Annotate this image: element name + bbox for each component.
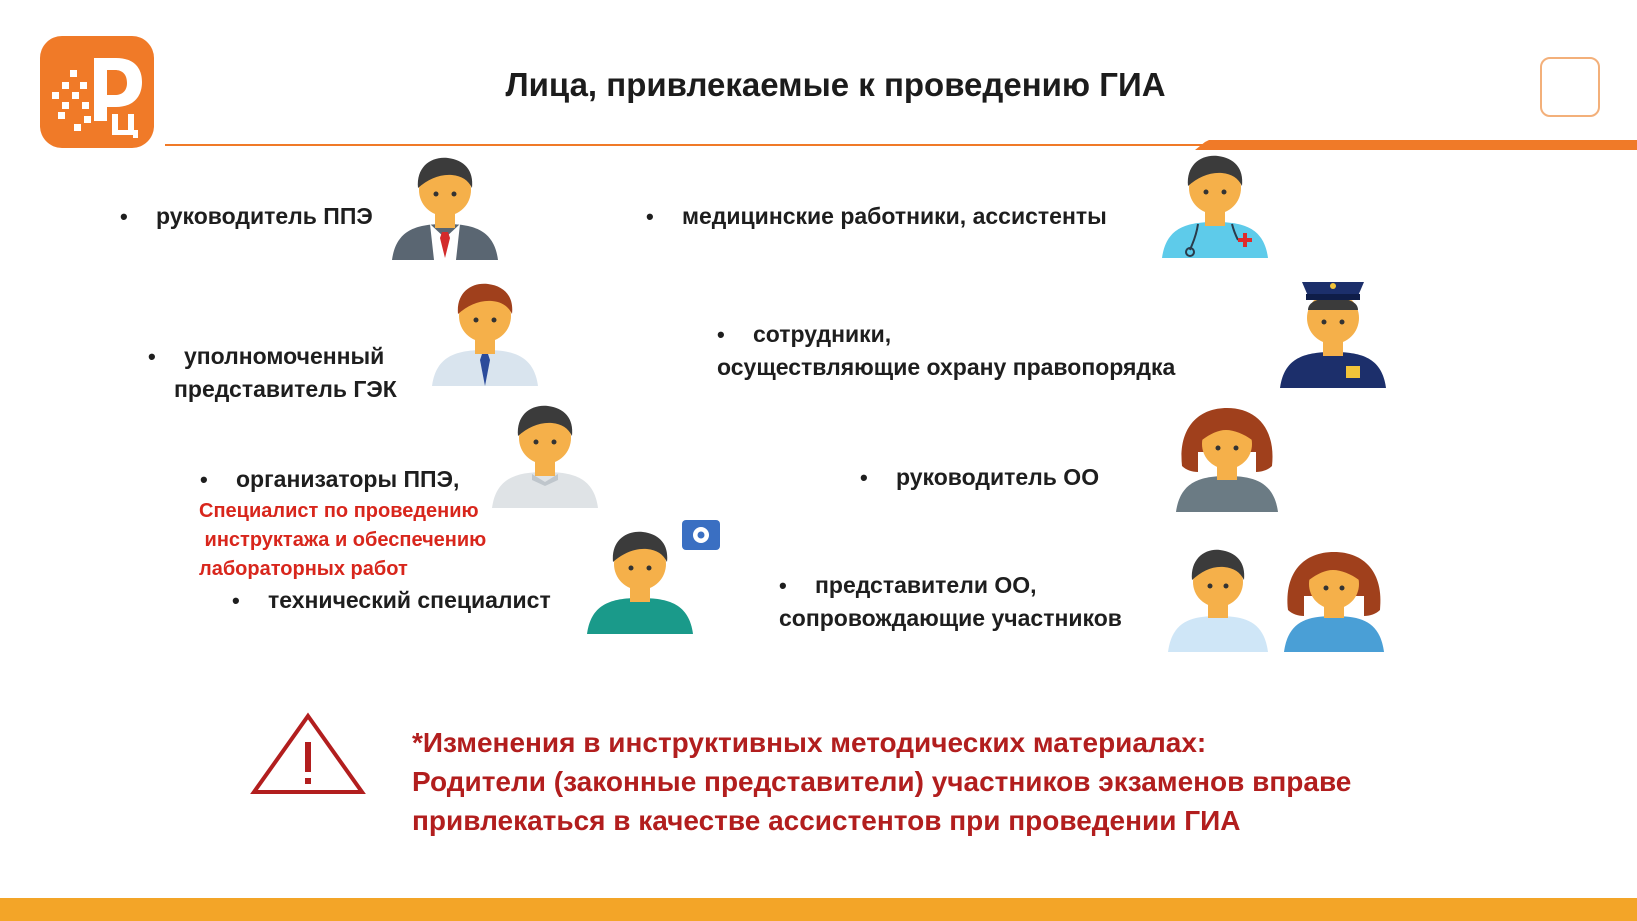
role-organizers: • организаторы ППЭ, <box>200 466 460 492</box>
school-reps-avatar-icon <box>1166 540 1388 652</box>
role-medical: • медицинские работники, ассистенты <box>646 203 1107 229</box>
manager-avatar-icon <box>390 152 500 260</box>
role-police: • сотрудники, осуществляющие охрану правопорядка <box>717 321 1176 380</box>
school-head-avatar-icon <box>1172 402 1282 512</box>
lab-specialist-note: Специалист по проведению инструктажа и обеспечению лабораторных работ <box>199 500 487 580</box>
warning-triangle-icon <box>250 712 366 801</box>
role-school-reps: • представители ОО, сопровождающие участников <box>779 572 1122 631</box>
doctor-avatar-icon <box>1160 150 1270 258</box>
page-title: Лица, привлекаемые к проведению ГИА <box>505 66 1166 103</box>
role-school-head: • руководитель ОО <box>860 464 1100 490</box>
warning-note: *Изменения в инструктивных методических материалах: Родители (законные представители) участников экзаменов вправе привлекаться в качестве ассистентов при проведении ГИА <box>412 727 1352 836</box>
police-avatar-icon <box>1278 278 1388 388</box>
role-ppe-head: • руководитель ППЭ <box>120 203 373 229</box>
tech-specialist-avatar-icon <box>585 520 725 634</box>
role-gek-rep: • уполномоченный представитель ГЭК <box>148 343 397 402</box>
organizer-avatar-icon <box>490 400 600 508</box>
footer-bar <box>0 898 1637 921</box>
official-avatar-icon <box>430 278 540 386</box>
header-divider <box>165 140 1637 156</box>
role-tech-specialist: • технический специалист <box>232 587 551 613</box>
corner-frame <box>1540 57 1600 117</box>
